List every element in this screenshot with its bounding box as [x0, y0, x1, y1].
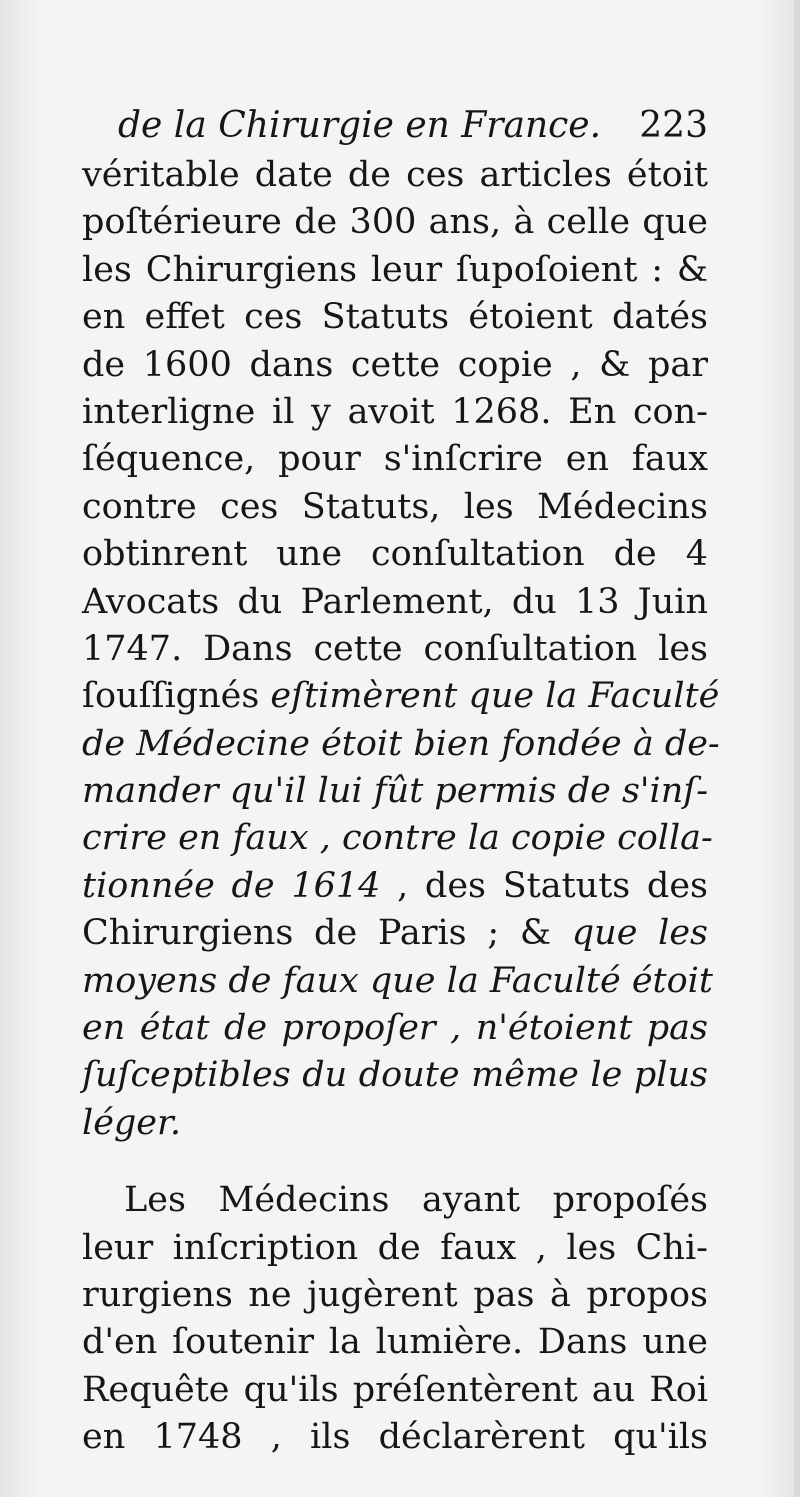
text-line [82, 721, 720, 768]
roman-text: rurgiens ne jugèrent pas à propos [82, 1274, 708, 1315]
page-number: 223 [639, 105, 708, 146]
roman-text: , des Statuts des [380, 865, 709, 906]
text-line [82, 768, 708, 815]
text-line [82, 910, 708, 957]
roman-text: véritable date de ces articles étoit [82, 155, 708, 195]
italic-text: crire en faux , contre la copie colla- [82, 818, 713, 859]
text-line [82, 342, 708, 389]
roman-text: Chirurgiens de Paris ; & [82, 913, 572, 954]
italic-text: tionnée de 1614 [82, 865, 381, 906]
running-head [118, 100, 708, 152]
text-line [82, 1100, 708, 1147]
text-line [82, 1319, 708, 1366]
roman-text: ſouſſignés [82, 676, 271, 717]
text-line [82, 1225, 708, 1272]
text-line [82, 958, 713, 1005]
body-text [82, 152, 720, 1462]
roman-text: interligne il y avoit 1268. En con- [82, 391, 708, 432]
text-line [82, 152, 708, 199]
roman-text: en effet ces Statuts étoient datés [82, 297, 708, 338]
paragraph-gap [82, 1147, 708, 1177]
italic-text: léger. [82, 1102, 182, 1143]
roman-text: leur inſcription de faux , les Chi- [82, 1227, 708, 1268]
roman-text: Les Médecins ayant propoſés [124, 1180, 708, 1221]
text-line [82, 673, 720, 720]
roman-text: obtinrent une conſultation de 4 [82, 534, 708, 575]
text-line [82, 1272, 708, 1319]
roman-text: ſéquence, pour s'inſcrire en faux [82, 439, 708, 480]
italic-text: de Médecine étoit bien fondée à de- [82, 723, 720, 764]
text-line [82, 484, 708, 531]
text-line [82, 815, 713, 862]
italic-text: mander qu'il lui fût permis de s'inſ- [82, 771, 709, 812]
text-line [82, 389, 708, 436]
roman-text: d'en ſoutenir la lumière. Dans une [82, 1322, 708, 1363]
text-line [82, 1005, 708, 1052]
text-line [82, 294, 708, 341]
italic-text: moyens de faux que la Faculté étoit [82, 960, 713, 1001]
italic-text: eſtimèrent que la Faculté [270, 676, 720, 717]
scan-edge [794, 0, 800, 1497]
roman-text: en 1748 , ils déclarèrent qu'ils [82, 1417, 708, 1458]
italic-text: ſuſceptibles du doute même le plus [82, 1055, 708, 1096]
text-line [82, 1414, 708, 1461]
text-line [82, 531, 708, 578]
italic-text: que les [571, 913, 708, 954]
roman-text: poſtérieure de 300 ans, à celle que [82, 202, 708, 243]
paragraph [82, 1177, 708, 1461]
text-line [82, 247, 708, 294]
text-line [82, 626, 708, 673]
roman-text: 1747. Dans cette conſultation les [82, 628, 708, 669]
text-line [82, 1367, 708, 1414]
roman-text: de 1600 dans cette copie , & par [82, 344, 708, 385]
text-line [82, 1052, 708, 1099]
text-line [82, 863, 708, 910]
text-line [82, 1177, 708, 1224]
roman-text: Avocats du Parlement, du 13 Juin [82, 581, 708, 622]
roman-text: les Chirurgiens leur ſupoſoient : & [82, 249, 708, 290]
text-line [82, 436, 708, 483]
text-line [82, 579, 708, 626]
roman-text: contre ces Statuts, les Médecins [82, 486, 708, 527]
italic-text: en état de propoſer , n'étoient pas [82, 1008, 708, 1049]
roman-text: Requête qu'ils préſentèrent au Roi [82, 1369, 708, 1410]
text-line [82, 199, 708, 246]
paragraph [82, 152, 720, 1147]
running-title: de la Chirurgie en France. [118, 105, 602, 146]
